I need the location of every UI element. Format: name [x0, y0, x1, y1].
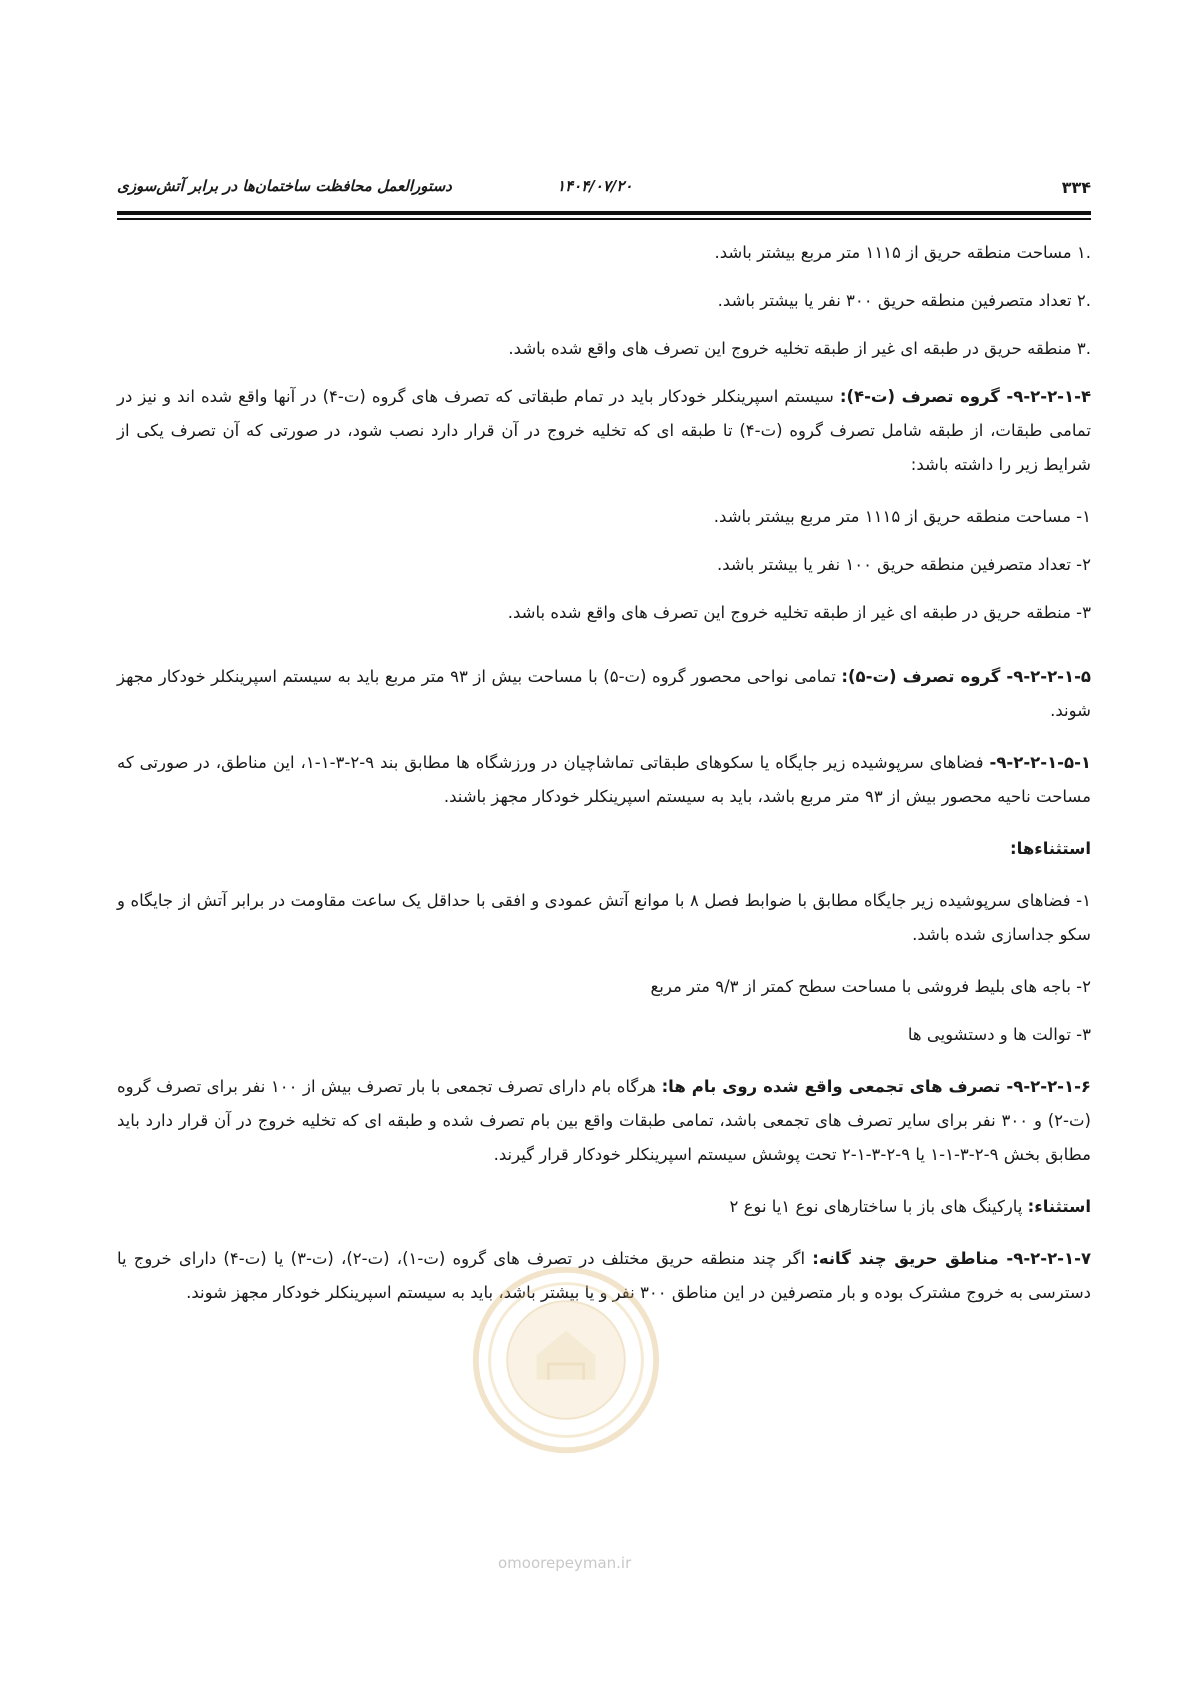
list-item: ۱- فضاهای سرپوشیده زیر جایگاه مطابق با ضوابط فصل ۸ با موانع آتش عمودی و افقی با حداقل یک ساعت مقاومت در برابر آتش از جایگاه و سکو جداسازی شده باشد.: [117, 891, 1091, 944]
list-item: ۲- تعداد متصرفین منطقه حریق ۱۰۰ نفر یا بیشتر باشد.: [716, 555, 1091, 574]
section-text: سیستم اسپرینکلر خودکار باید در تمام طبقاتی که تصرف های گروه (ت-۴) در آنها واقع شده اند و نیز در تمامی طبقات، از طبقه شامل تصرف گروه (ت-۴) تا طبقه ای که تخلیه خروج در آن قرار دارد نصب شود، در صورتی که آن تصرف یکی از شرایط زیر را داشته باشد:: [117, 387, 1091, 474]
section-text: فضاهای سرپوشیده زیر جایگاه یا سکوهای طبقاتی تماشاچیان در ورزشگاه ها مطابق بند ۹-۲-۳-۱-۱، این مناطق، در صورتی که مساحت ناحیه محصور بیش از ۹۳ متر مربع باشد، باید به سیستم اسپرینکلر خودکار مجهز باشند.: [117, 753, 1091, 806]
section-heading: ۹-۲-۲-۱-۴- گروه تصرف (ت-۴):: [839, 387, 1092, 406]
watermark-logo: [468, 1262, 664, 1458]
header-date: ۱۴۰۴/۰۷/۲۰: [557, 177, 633, 195]
list-item: ۳- توالت ها و دستشویی ها: [907, 1025, 1091, 1044]
header-title: دستورالعمل محافظت ساختمان‌ها در برابر آتش‌سوزی: [117, 177, 452, 195]
page-header: [117, 172, 1091, 202]
section-9-2-2-1-5-1: [117, 746, 1091, 814]
document-body: [117, 236, 1091, 1328]
list-item: .۲ تعداد متصرفین منطقه حریق ۳۰۰ نفر یا بیشتر باشد.: [717, 291, 1091, 310]
section-text: هرگاه بام دارای تصرف تجمعی با بار تصرف بیش از ۱۰۰ نفر برای تصرف گروه (ت-۲) و ۳۰۰ نفر برای سایر تصرف های تجمعی باشد، تمامی طبقات واقع بین بام تصرف شده و طبقه ای که تخلیه خروج در آن قرار دارد باید مطابق بخش ۹-۲-۳-۱-۱ یا ۹-۲-۳-۱-۲ تحت پوشش سیستم اسپرینکلر خودکار قرار گیرند.: [117, 1077, 1091, 1164]
section-heading: ۹-۲-۲-۱-۵- گروه تصرف (ت-۵):: [841, 667, 1091, 686]
header-rule-thin: [117, 218, 1091, 220]
exception-label: استثناء:: [1027, 1197, 1091, 1216]
section-text: اگر چند منطقه حریق مختلف در تصرف های گروه (ت-۱)، (ت-۲)، (ت-۳) یا (ت-۴) دارای خروج یا دسترسی به خروج مشترک بوده و بار متصرفین در این مناطق ۳۰۰ نفر و یا بیشتر باشد، باید به سیستم اسپرینکلر خودکار مجهز شوند.: [117, 1249, 1091, 1302]
section-heading: ۹-۲-۲-۱-۶- تصرف های تجمعی واقع شده روی بام ها:: [661, 1077, 1091, 1096]
exception-text: پارکینگ های باز با ساختارهای نوع ۱یا نوع ۲: [729, 1197, 1028, 1216]
section-9-2-2-1-5: [117, 660, 1091, 728]
exceptions-heading: [117, 832, 1091, 866]
section-heading: ۹-۲-۲-۱-۷- مناطق حریق چند گانه:: [812, 1249, 1092, 1268]
exception-single: [117, 1190, 1091, 1224]
header-rule-thick: [117, 211, 1091, 215]
watermark-site: omoorepeyman.ir: [498, 1554, 632, 1572]
list-item: ۱- مساحت منطقه حریق از ۱۱۱۵ متر مربع بیشتر باشد.: [713, 507, 1091, 526]
list-item: .۱ مساحت منطقه حریق از ۱۱۱۵ متر مربع بیشتر باشد.: [714, 243, 1091, 262]
list-item: .۳ منطقه حریق در طبقه ای غیر از طبقه تخلیه خروج این تصرف های واقع شده باشد.: [508, 339, 1091, 358]
page-number: ۳۳۴: [1061, 178, 1091, 197]
list-item: ۳- منطقه حریق در طبقه ای غیر از طبقه تخلیه خروج این تصرف های واقع شده باشد.: [507, 603, 1091, 622]
section-9-2-2-1-4: [117, 380, 1091, 482]
exceptions-label: استثناءها:: [1010, 839, 1091, 858]
section-text: تمامی نواحی محصور گروه (ت-۵) با مساحت بیش از ۹۳ متر مربع باید به سیستم اسپرینکلر خودکار مجهز شوند.: [117, 667, 1091, 720]
list-item: ۲- باجه های بلیط فروشی با مساحت سطح کمتر از ۹/۳ متر مربع: [650, 977, 1091, 996]
section-heading: ۹-۲-۲-۱-۵-۱-: [989, 753, 1091, 772]
section-9-2-2-1-6: [117, 1070, 1091, 1172]
